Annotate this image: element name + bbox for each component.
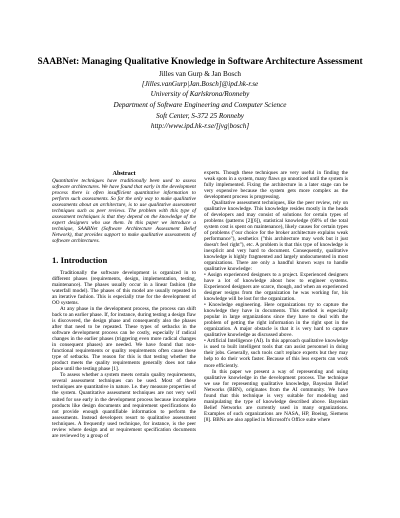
intro-paragraph: To assess whether a system meets certain quality requirements, several assessment techniques can be used. Most of these techniques are quantitative in nature. I.e. they measure properties of the system. Quantitative assessment techniques are not very well suited for use early in the development process because incomplete products like design documents and requirement specifications do not provide enough quantifiable information to perform the assessments. Instead developers resort to qualitative assessment techniques. A frequently used technique, for instance, is the peer review where design and or requirement specification documents are reviewed by a group of xyxy=(52,372,196,439)
abstract-text: Quantitative techniques have traditionally been used to assess software architectures. We have found that early in the development process there is often insufficient quantitative information to perform such assessments. So far the only way to make qualitative assessments about an architecture, is to use qualitative assessment techniques such as peer reviews. The problem with this type of assessment techniques is that they depend on the knowledge of the expert designers who use them. In this paper we introduce a technique, SAABNet (Software Architecture Assessment Belief Network), that provides support to make qualitative assessments of software architectures. xyxy=(52,178,196,245)
author-names: Jilles van Gurp & Jan Bosch xyxy=(158,70,242,78)
body-paragraph: Qualitative assessment techniques, like the peer review, rely on qualitative knowledge. This knowledge resides mostly in the heads of developers and may consist of solutions for certain types of problems (patterns [2][6]), statistical knowledge (60% of the total system cost is spent on maintenance), likely causes for certain types of problems ("our choice for the broker architecture explains weak performance"), aesthetics ("this architecture may work but it just doesn't feel right"), etc. A problem is that this type of knowledge is inexplicit and very hard to document. Consequently, qualitative knowledge is highly fragmented and largely undocumented in most organizations. There are only a handful known ways to handle qualitative knowledge: xyxy=(204,200,348,273)
body-paragraph: experts. Though these techniques are very useful in finding the weak spots in a system, many flaws go unnoticed until the system is fully implemented. Fixing the architecture in a later stage can be very expensive because the system gets more complex as the development process is progressing. xyxy=(204,170,348,201)
bullet-item: • Artificial Intelligence (AI). In this approach qualitative knowledge is used to built intelligent tools that can assist personnel in doing their jobs. Generally, such tools can't replace experts but they may help to do their work faster. Because of this less experts can work more efficiently. xyxy=(204,338,348,369)
intro-paragraph: Traditionally the software development is organized in to different phases (requirements, design, implementation, testing, maintenance). The phases usually occur in a linear fashion (the waterfall model). The phases of this model are usually repeated in an iterative fashion. This is especially true for the development of OO systems. xyxy=(52,270,196,307)
bullet-item: • Knowledge engineering. Here organizations try to capture the knowledge they have in documents. This method is especially popular in large organizations since they have to deal with the problem of getting the right information in the right spot in the organization. A major obstacle is that it is very hard to capture qualitative knowledge as discussed above. xyxy=(204,302,348,339)
abstract-heading: Abstract xyxy=(112,170,136,177)
paper-title: SAABNet: Managing Qualitative Knowledge in Software Architecture Assessment xyxy=(37,57,363,67)
bullet-item: • Assign experienced designers to a project. Experienced designers have a lot of knowledge about how to engineer systems. Experienced designers are scarce, though, and when an experienced designer resigns from the organization he was working for, his knowledge will be lost for the organization. xyxy=(204,272,348,303)
author-emails: [Jilles.vanGurp|Jan.Bosch]@ipd.hk-r.se xyxy=(141,80,259,88)
intro-paragraph: At any phase in the development process, the process can shift back to an earlier phase. If, for instance, during testing a design flaw is discovered, the design phase and consequently also the phases after that need to be repeated. These types of setbacks in the software development process can be costly, especially if radical changes in the earlier phases (triggering even more radical changes in consequent phases) are needed. We have found that non-functional requirements or quality requirements often cause these type of setbacks. The reason for this is that testing whether the product meets the quality requirements generally does not take place until the testing phase [1]. xyxy=(52,306,196,373)
left-column xyxy=(52,170,196,439)
postal-address: Soft Center, S-372 25 Ronneby xyxy=(155,112,245,120)
section-heading-introduction: 1. Introduction xyxy=(52,255,108,266)
body-paragraph: In this paper we present a way of representing and using qualitative knowledge in the development process. The technique we use for representing qualitative knowledge, Bayesian Belief Networks (BBN), originates from the AI community. We have found that this technique is very suitable for modeling and manipulating the type of knowledge described above. Bayesian Belief Networks are currently used in many organizations. Examples of such organizations are NASA, HP, Boeing, Siemens [8]. BBNs are also applied in Microsoft's Office suite where xyxy=(204,368,348,423)
department-name: Department of Software Engineering and Computer Science xyxy=(113,101,287,109)
homepage-url: http://www.ipd.hk-r.se/[jvg|bosch] xyxy=(150,122,250,130)
right-column xyxy=(204,170,348,423)
university-name: University of Karlskrona/Ronneby xyxy=(150,90,250,98)
